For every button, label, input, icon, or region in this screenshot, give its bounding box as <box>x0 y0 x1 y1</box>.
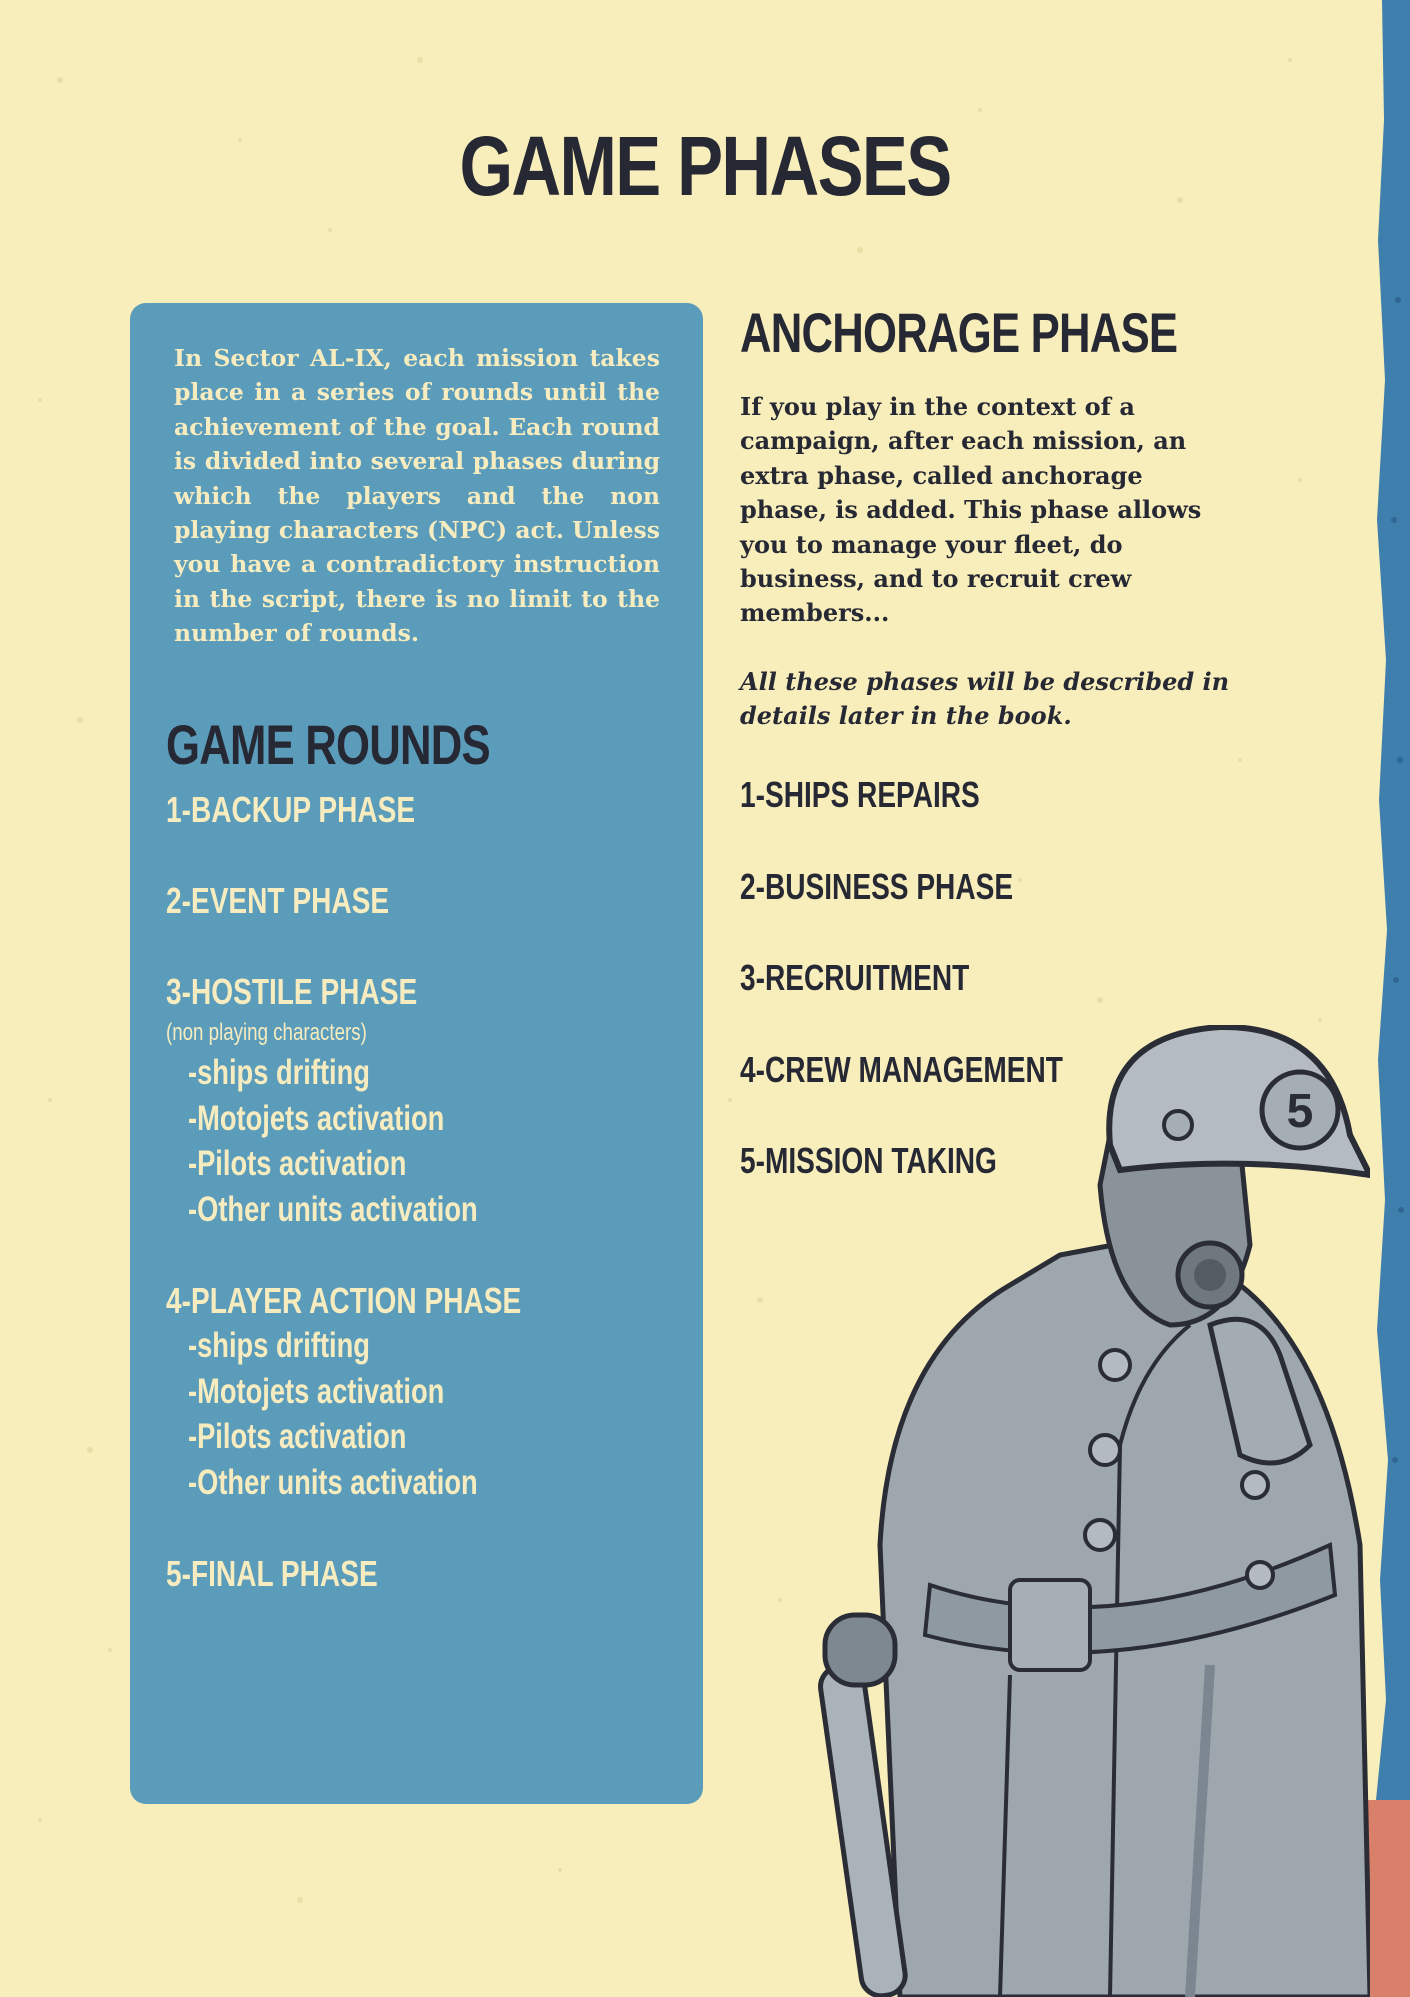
anchorage-note: All these phases will be described in details later in the book. <box>740 667 1230 731</box>
painted-edge-decoration <box>1368 0 1410 1997</box>
backup-phase: 1-BACKUP PHASE <box>166 789 416 830</box>
game-rounds-heading: GAME ROUNDS <box>166 713 490 776</box>
hostile-sub-item: -Motojets activation <box>188 1098 445 1138</box>
anchorage-phase-heading: ANCHORAGE PHASE <box>740 301 1178 364</box>
anchorage-item: 5-MISSION TAKING <box>740 1140 997 1181</box>
soldier-illustration <box>810 1025 1370 1997</box>
player-sub-item: -Motojets activation <box>188 1371 445 1411</box>
player-sub-item: -ships drifting <box>188 1326 370 1365</box>
hostile-sub-item: -ships drifting <box>188 1053 370 1092</box>
final-phase: 5-FINAL PHASE <box>166 1553 378 1594</box>
page-title: GAME PHASES <box>459 119 951 213</box>
hostile-sub-item: -Pilots activation <box>188 1144 407 1183</box>
hostile-phase-note: (non playing characters) <box>166 1019 367 1046</box>
player-sub-item: -Other units activation <box>188 1462 478 1502</box>
intro-paragraph: In Sector AL-IX, each mission takes place in a series of rounds until the achievement of the goal. Each round is divided into several phases during which the players and the non playing characters (NPC) act. Unless you have a contradictory instruction in the script, there is no limit to the number of rounds. <box>174 344 660 648</box>
anchorage-paragraph: If you play in the context of a campaign, after each mission, an extra phase, called anchorage phase, is added. This phase allows you to manage your fleet, do business, and to recruit crew members... <box>740 392 1202 628</box>
anchorage-item: 4-CREW MANAGEMENT <box>740 1048 1063 1090</box>
helmet-badge-number: 5 <box>1286 1085 1314 1138</box>
player-action-phase: 4-PLAYER ACTION PHASE <box>166 1280 522 1321</box>
game-rounds-list <box>166 788 686 1596</box>
orange-edge-accent <box>1366 1800 1410 1997</box>
hostile-sub-item: -Other units activation <box>188 1189 478 1229</box>
event-phase: 2-EVENT PHASE <box>166 880 390 921</box>
player-sub-item: -Pilots activation <box>188 1417 407 1456</box>
anchorage-item: 1-SHIPS REPAIRS <box>740 774 980 815</box>
hostile-phase: 3-HOSTILE PHASE <box>166 971 418 1012</box>
anchorage-item: 2-BUSINESS PHASE <box>740 865 1014 907</box>
anchorage-item: 3-RECRUITMENT <box>740 957 970 998</box>
